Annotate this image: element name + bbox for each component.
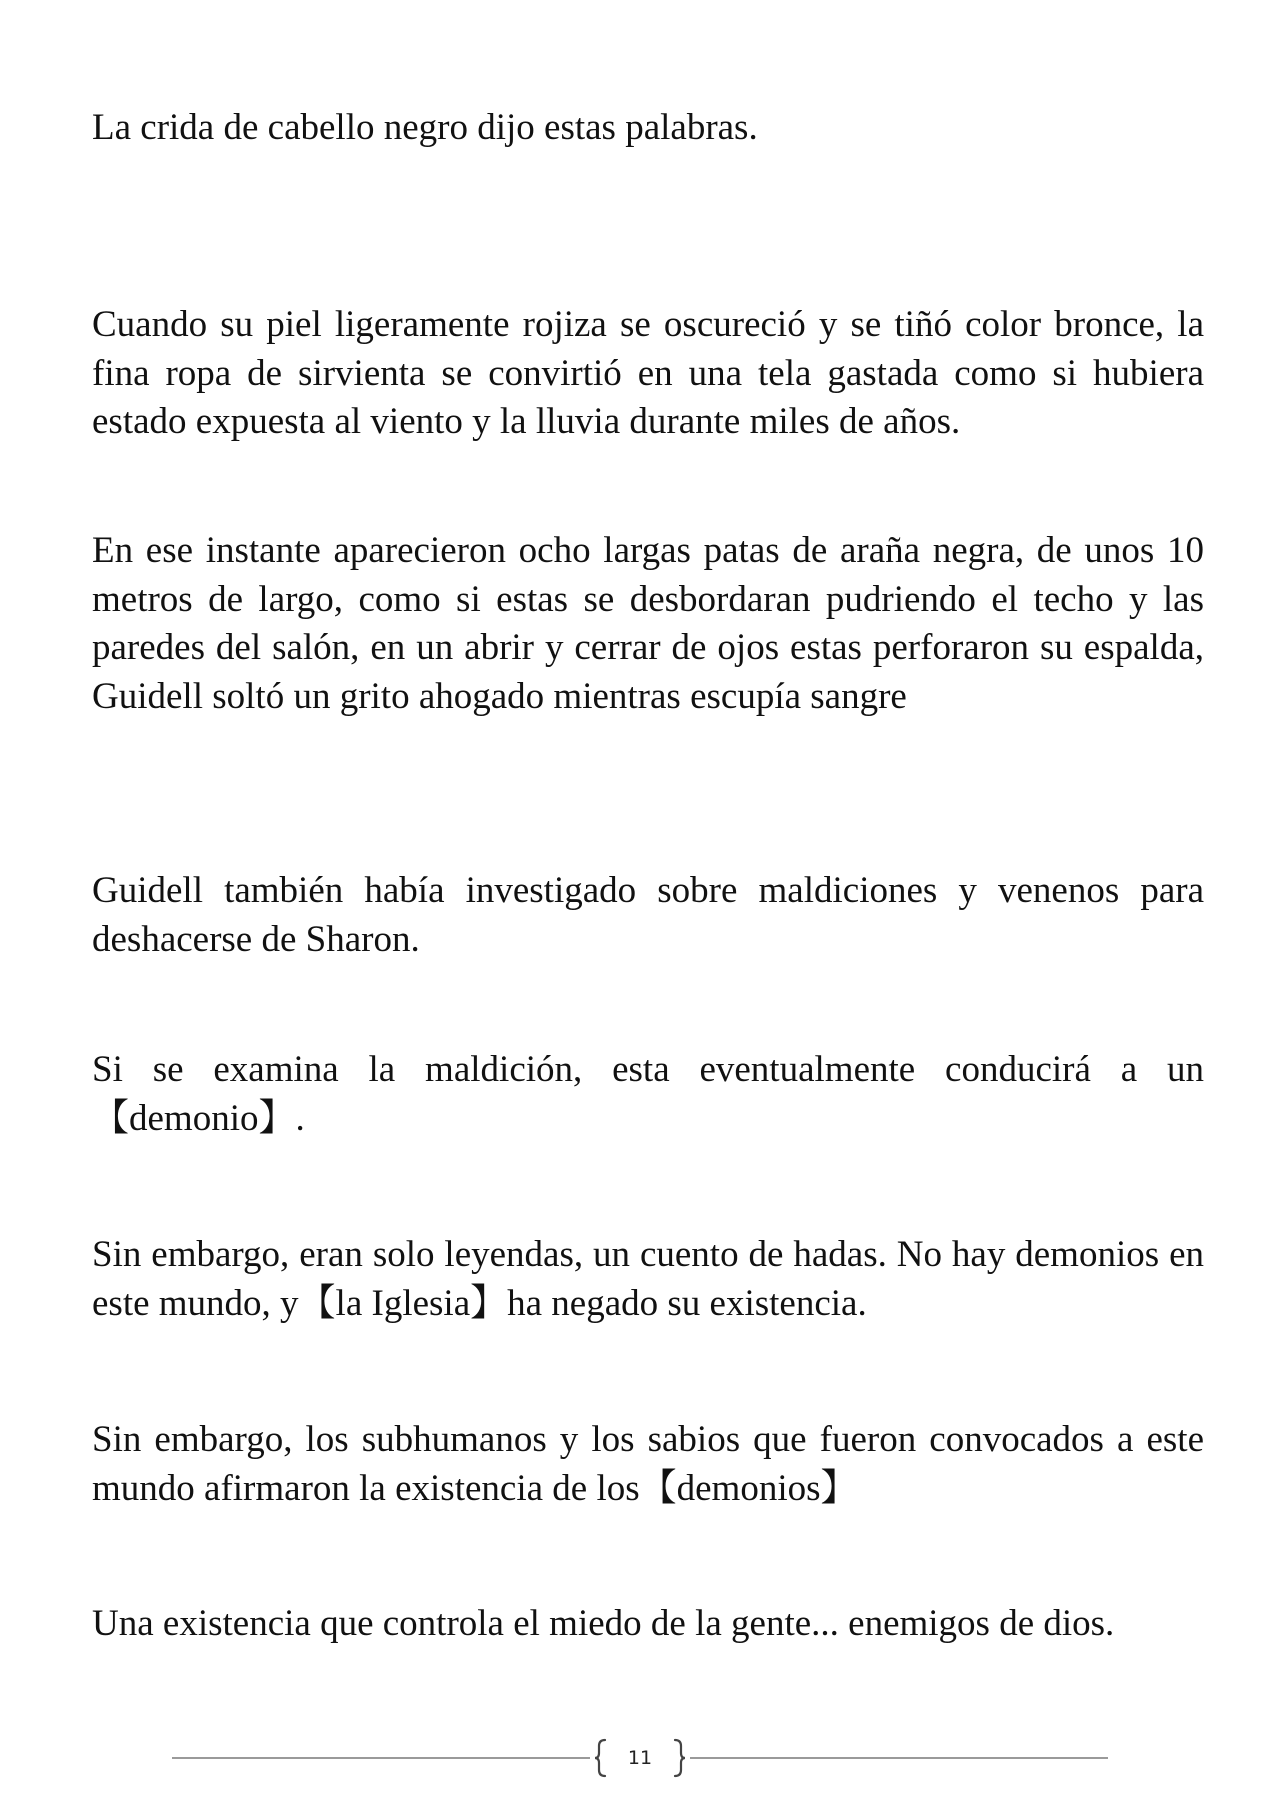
paragraph: Una existencia que controla el miedo de la gente... enemigos de dios. — [92, 1603, 1115, 1644]
left-bracket-icon — [594, 1738, 608, 1778]
paragraph: La crida de cabello negro dijo estas palabras. — [92, 107, 758, 148]
paragraph: Guidell también había investigado sobre maldiciones y venenos para deshacerse de Sharon. — [92, 870, 1204, 960]
right-bracket-icon — [672, 1738, 686, 1778]
page-number: 11 — [627, 1747, 653, 1769]
paragraph: Cuando su piel ligeramente rojiza se oscureció y se tiñó color bronce, la fina ropa de sirvienta se convirtió en una tela gastada como si hubiera estado expuesta al viento y la lluvia durante miles de años. — [92, 304, 1204, 442]
paragraph: En ese instante aparecieron ocho largas patas de araña negra, de unos 10 metros de largo, como si estas se desbordaran pudriendo el techo y las paredes del salón, en un abrir y cerrar de ojos estas perforaron su espalda, Guidell soltó un grito ahogado mientras escupía sangre — [92, 530, 1204, 717]
paragraph: Sin embargo, los subhumanos y los sabios que fueron convocados a este mundo afirmaron la existencia de los【demonios】 — [92, 1419, 1204, 1509]
footer-divider-left — [172, 1757, 590, 1759]
paragraph: Sin embargo, eran solo leyendas, un cuento de hadas. No hay demonios en este mundo, y【la Iglesia】ha negado su existencia. — [92, 1234, 1204, 1324]
page-footer — [172, 1734, 1108, 1782]
footer-divider-right — [690, 1757, 1108, 1759]
paragraph: Si se examina la maldición, esta eventualmente conducirá a un 【demonio】. — [92, 1049, 1204, 1139]
